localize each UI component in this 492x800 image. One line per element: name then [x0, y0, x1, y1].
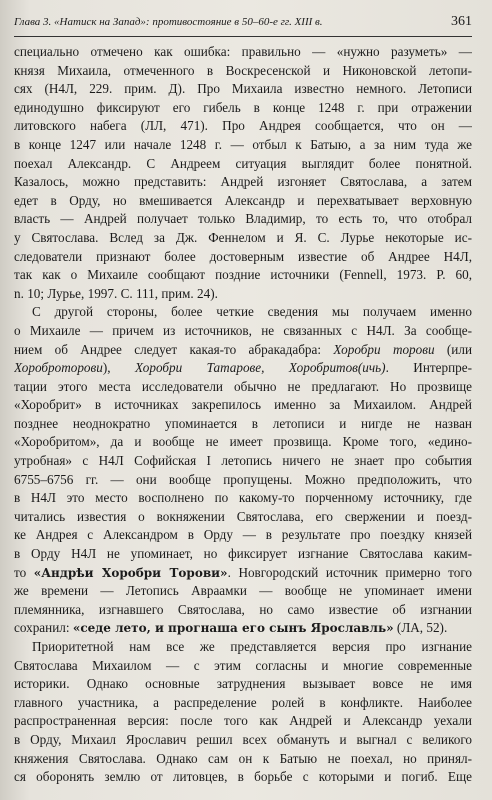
text-line: о Михаиле — причем из источников, не связанных с Н4Л. За сообще-	[14, 322, 472, 338]
text-line	[14, 564, 472, 583]
text-line: главного участника, а распределение ролей в конфликте. Наиболее	[14, 694, 472, 710]
text-line: едет в Орду, но вмешивается Александр и перехватывает верховную	[14, 192, 472, 208]
text-line	[14, 619, 472, 638]
church-slavonic-quote: «Андрѣи Хоробри Торови»	[33, 565, 228, 580]
paragraph-3	[14, 638, 472, 787]
text-line: единодушно фиксируют его гибель в конце 1248 г. при отражении	[14, 99, 472, 115]
text-span: то	[14, 564, 27, 580]
text-line	[14, 341, 472, 360]
text-span: ),	[102, 360, 135, 376]
running-head: Глава 3. «Натиск на Запад»: противостояние в 50–60-е гг. XIII в.	[14, 16, 323, 28]
text-span: (ЛА, 52).	[393, 620, 448, 636]
text-span: . Интерпре-	[385, 360, 472, 376]
text-line: n. 10; Лурье, 1997. С. 111, прим. 24).	[14, 285, 218, 301]
text-line: Святослава Михаилом — с этим согласны и многие современные	[14, 657, 472, 673]
text-line: у Святослава. Вслед за Дж. Феннелом и Я. С. Лурье некоторые ис-	[14, 229, 472, 245]
church-slavonic-quote: «седе лето, и прогнаша его сынъ Ярославль»	[72, 621, 394, 636]
text-line: в конце 1247 или начале 1248 г. — отбыл к Батыю, а за ним туда же	[14, 136, 472, 152]
italic-span: Хоробри Татарове, Хоробритов(ичь)	[134, 360, 386, 376]
text-line: распространенная версия: после того как Андрей и Александр уехали	[14, 713, 472, 729]
text-line: поехал Александр. С Андреем ситуация выглядит более понятной.	[14, 155, 472, 171]
text-line: племянника, изгнавшего Святослава, но само известие об изгнании	[14, 601, 472, 617]
text-line: ке Андрея с Александром в Орду — в результате про поездку князей	[14, 527, 472, 543]
text-span: сохранил:	[14, 620, 70, 636]
text-line: позднее неоднократно упоминается в летописи и нигде не назван	[14, 415, 472, 431]
text-line: сях (Н4Л, 229. прим. Д). Про Михаила известно немного. Летописи	[14, 81, 472, 97]
text-line: так как о Михаиле сообщают поздние источники (Fennell, 1973. P. 60,	[14, 267, 472, 283]
text-line: «Хоробритом», да и вообще не имеет прозвища. Кроме того, «едино-	[14, 434, 472, 450]
text-line: историки. Однако основные затруднения вызывает вовсе не имя	[14, 676, 472, 692]
text-span: . Новгородский источник примерно того	[227, 564, 472, 580]
text-span: (или	[434, 341, 472, 357]
text-line: князя Михаила, отмеченного в Воскресенской и Никоновской летопи-	[14, 62, 472, 78]
page-number: 361	[451, 14, 472, 29]
text-line	[14, 359, 472, 378]
text-line: в Орду Н4Л не упоминает, но фиксирует изгнание Святослава каким-	[14, 546, 472, 562]
page-header	[14, 14, 472, 37]
text-line: специально отмечено как ошибка: правильно — «нужно разуметь» —	[14, 44, 472, 59]
text-line: литовского набега (ЛЛ, 471). Про Андрея сообщается, что он —	[14, 118, 472, 134]
text-line: княжения Святослава. Однако сам он к Батыю не поехал, но принял-	[14, 750, 472, 766]
text-line: С другой стороны, более четкие сведения мы получаем именно	[32, 304, 472, 320]
text-line: тации этого места исследователи обычно не предлагают. Но прозвище	[14, 378, 472, 394]
text-line: 6755–6756 гг. — они вообще пропущены. Можно предположить, что	[14, 471, 472, 487]
text-line: в Орду, Михаил Ярославич решил всех обмануть и выгнал с великого	[14, 731, 472, 747]
text-line: читались известия о вокняжении Святослава, его свержении и поезд-	[14, 508, 472, 524]
text-line: следователи признают более достоверным известие об Андрее Н4Л,	[14, 248, 472, 264]
text-line: Приоритетной нам все же представляется версия про изгнание	[32, 639, 472, 654]
text-line: «Хоробрит» в источниках закрепилось именно за Михаилом. Андрей	[14, 397, 472, 413]
paragraph-1	[14, 43, 472, 303]
text-line: власть — Андрей получает только Владимир, то есть то, что отобрал	[14, 211, 472, 227]
text-span: нием об Андрее следует какая-то абракадабра:	[14, 341, 322, 357]
text-line: Казалось, можно представить: Андрей изгоняет Святослава, а затем	[14, 174, 472, 190]
body-text	[14, 43, 472, 787]
text-line: утробная» с Н4Л Софийская I летопись ничего не знает про события	[14, 453, 472, 469]
paragraph-2	[14, 303, 472, 638]
italic-span: Хоробри торови	[333, 341, 435, 357]
text-line: в Н4Л это место восполнено по какому-то порченному источнику, где	[14, 490, 472, 506]
italic-span: Хороброторови	[14, 360, 103, 376]
text-line: ся оборонять землю от литовцев, в борьбе с которыми и погиб. Еще	[14, 769, 472, 785]
text-line: же времени — Летопись Авраамки — вообще не упоминает имени	[14, 583, 472, 599]
